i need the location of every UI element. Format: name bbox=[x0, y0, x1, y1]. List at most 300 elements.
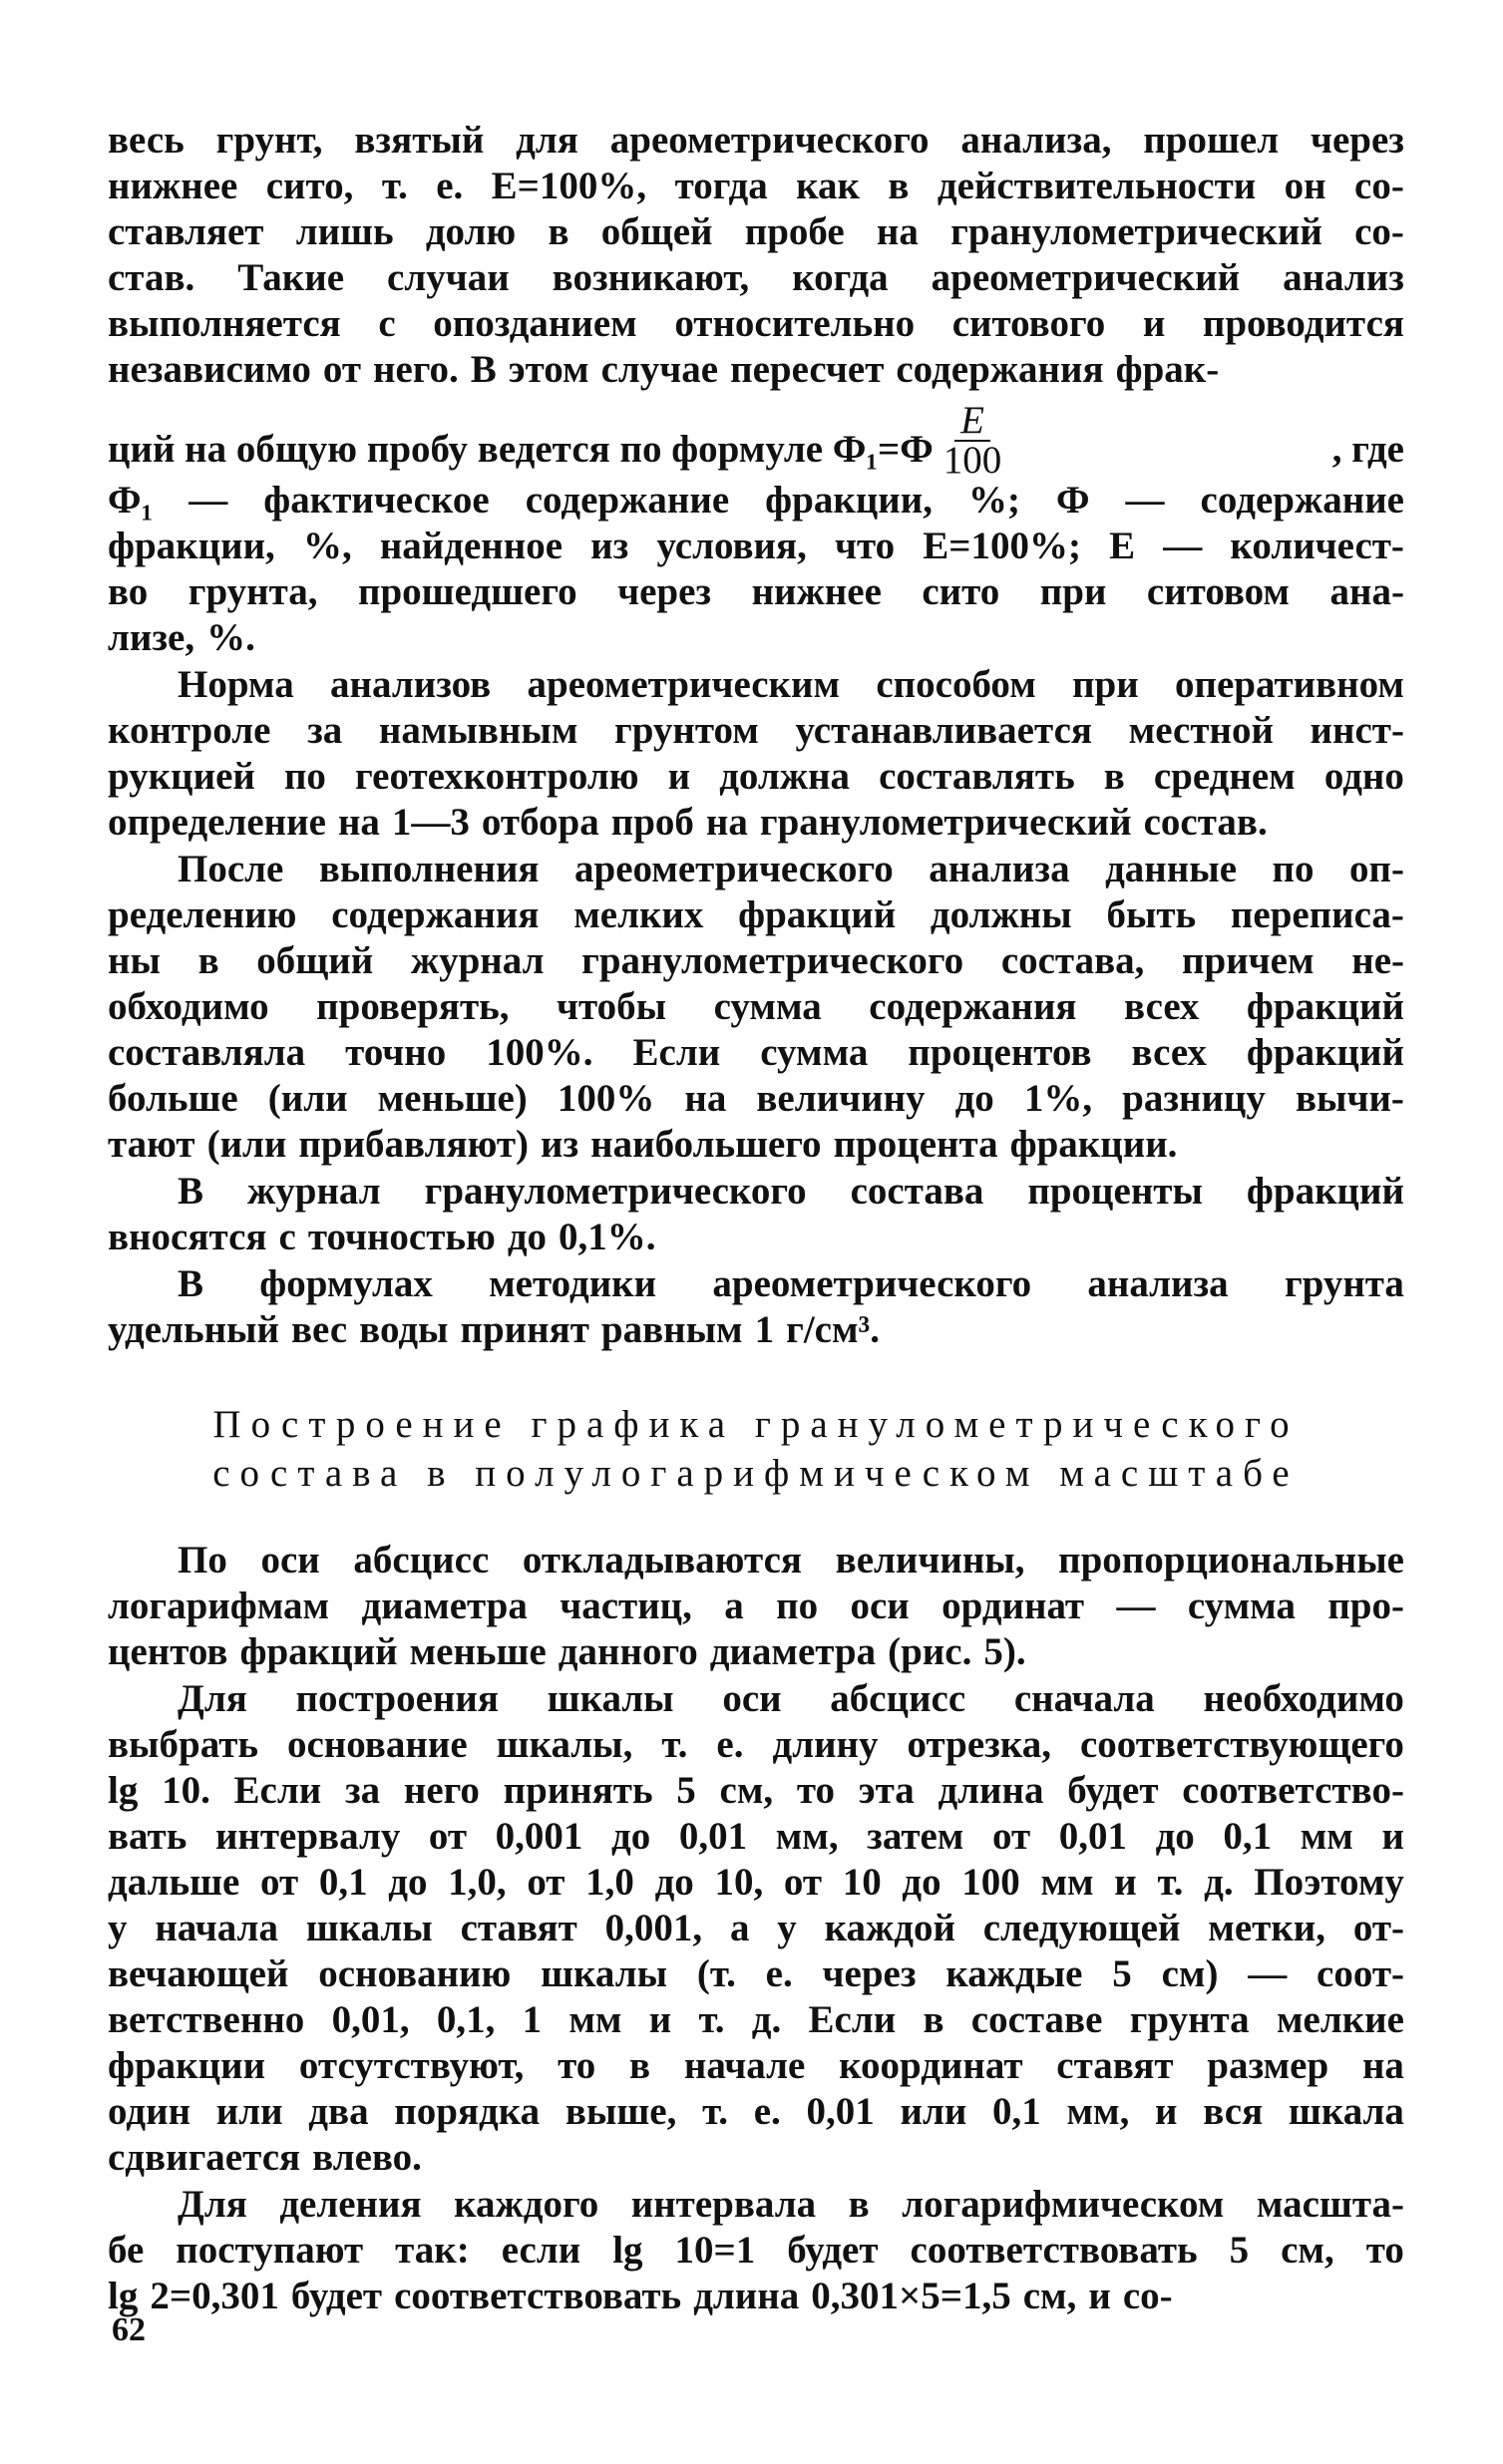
text-line bbox=[108, 615, 1404, 661]
text-line bbox=[108, 301, 1404, 347]
word: чтобы bbox=[557, 985, 667, 1028]
word: е. bbox=[716, 1723, 744, 1766]
page-number: 62 bbox=[112, 2311, 146, 2348]
word: 1%, bbox=[1023, 1077, 1093, 1120]
text-block-bottom bbox=[108, 1538, 1404, 2319]
word: содержания bbox=[869, 985, 1077, 1028]
word: и bbox=[667, 755, 691, 798]
word: — bbox=[188, 479, 228, 522]
word: состава bbox=[850, 1170, 984, 1213]
word: вес bbox=[290, 1308, 348, 1351]
word: Если bbox=[632, 1031, 721, 1074]
text-line bbox=[108, 662, 1404, 708]
word: рукцией bbox=[108, 755, 255, 798]
word: ареометрическим bbox=[527, 663, 841, 706]
word: дальше bbox=[108, 1861, 240, 1904]
word: от bbox=[428, 1815, 468, 1858]
word: 5 bbox=[1112, 1952, 1132, 1995]
word: и bbox=[1155, 2090, 1178, 2133]
word: ареометрический bbox=[931, 256, 1241, 299]
word: Е=100%, bbox=[491, 165, 647, 207]
text-line bbox=[108, 1860, 1404, 1906]
word: 1—3 bbox=[391, 801, 470, 844]
word: влево. bbox=[312, 2136, 422, 2179]
text-line bbox=[108, 1122, 1404, 1168]
word: сначала bbox=[1013, 1677, 1155, 1720]
word: ареометрического bbox=[609, 119, 930, 162]
word: 0,301×5=1,5 bbox=[811, 2275, 1011, 2317]
word: эта bbox=[858, 1769, 915, 1812]
word: опозданием bbox=[433, 302, 637, 345]
word: бе bbox=[108, 2229, 145, 2272]
word: 10 bbox=[842, 1861, 882, 1904]
word: шкалы, bbox=[496, 1723, 633, 1766]
word: вать bbox=[108, 1815, 188, 1858]
text-line bbox=[108, 708, 1404, 754]
word: 2=0,301 bbox=[150, 2275, 279, 2317]
word: фракции. bbox=[1009, 1123, 1178, 1166]
word: относительно bbox=[674, 302, 916, 345]
word: по bbox=[283, 755, 326, 798]
word: начала bbox=[155, 1907, 278, 1949]
word: нижнее bbox=[751, 570, 882, 613]
text-line bbox=[108, 2182, 1404, 2228]
word: и bbox=[1142, 302, 1166, 345]
word: быть bbox=[1106, 893, 1197, 936]
word: метки, bbox=[1208, 1907, 1326, 1949]
word: и bbox=[1381, 1815, 1404, 1858]
word: В bbox=[178, 1170, 204, 1213]
word: интервала bbox=[630, 2183, 817, 2226]
word: до bbox=[388, 1861, 428, 1904]
word: меньше) bbox=[377, 1077, 528, 1120]
word: анализов bbox=[330, 663, 492, 706]
word: количест- bbox=[1230, 525, 1404, 567]
word: этом bbox=[508, 348, 589, 391]
text-line bbox=[108, 1307, 1404, 1353]
word: оси bbox=[260, 1539, 320, 1582]
word: оп- bbox=[1349, 848, 1404, 890]
word: — bbox=[1125, 479, 1165, 522]
word: мм bbox=[1300, 1815, 1353, 1858]
word: как bbox=[796, 165, 860, 207]
word: гранулометрического bbox=[424, 1170, 807, 1213]
word: фракции, bbox=[765, 479, 933, 522]
word: шкала bbox=[1288, 2090, 1404, 2133]
word: (рис. bbox=[888, 1630, 972, 1673]
word: удельный bbox=[108, 1308, 279, 1351]
word: фракции bbox=[108, 2044, 266, 2087]
word: на bbox=[337, 801, 380, 844]
paragraph bbox=[108, 2182, 1404, 2319]
text-line bbox=[108, 2135, 1404, 2181]
word: логарифмам bbox=[108, 1584, 330, 1627]
text-line bbox=[108, 1538, 1404, 1584]
word: т. bbox=[381, 165, 408, 207]
word: геотехконтролю bbox=[354, 755, 639, 798]
word: см, bbox=[1281, 2229, 1334, 2272]
word: Поэтому bbox=[1254, 1861, 1404, 1904]
word: до bbox=[954, 1077, 994, 1120]
word: сумма bbox=[1187, 1584, 1296, 1627]
word: отсутствуют, bbox=[298, 2044, 525, 2087]
paragraph bbox=[108, 847, 1404, 1168]
word: то bbox=[558, 2044, 596, 2087]
word: 0,001, bbox=[604, 1907, 703, 1949]
text-line bbox=[108, 1076, 1404, 1122]
word: 0,01 bbox=[1058, 1815, 1127, 1858]
word: процента bbox=[833, 1123, 998, 1166]
word: то bbox=[1365, 2229, 1404, 2272]
word: абсцисс bbox=[830, 1677, 966, 1720]
word: соответствующего bbox=[1079, 1723, 1404, 1766]
word: величины, bbox=[835, 1539, 1025, 1582]
word: ситовом bbox=[1146, 570, 1290, 613]
text-line bbox=[108, 255, 1404, 301]
paragraph bbox=[108, 1169, 1404, 1260]
fraction-numerator: E bbox=[954, 402, 990, 442]
word: вычи- bbox=[1295, 1077, 1404, 1120]
word: не- bbox=[1351, 939, 1404, 982]
word: найденное bbox=[379, 525, 564, 567]
word: действительности bbox=[937, 165, 1257, 207]
word: процентов bbox=[908, 1031, 1092, 1074]
word: формулах bbox=[259, 1262, 433, 1305]
word: во bbox=[108, 570, 149, 613]
word: фракций bbox=[1246, 1170, 1404, 1213]
word: и bbox=[648, 1998, 672, 2041]
word: больше bbox=[108, 1077, 238, 1120]
word: для bbox=[516, 119, 578, 162]
text-line bbox=[108, 1997, 1404, 2043]
word: 0,01, bbox=[331, 1998, 410, 2041]
word: два bbox=[308, 2090, 369, 2133]
word: в bbox=[548, 210, 569, 253]
word: у bbox=[777, 1907, 797, 1949]
word: ана- bbox=[1329, 570, 1404, 613]
word: намывным bbox=[378, 709, 578, 752]
word: 1 bbox=[522, 1998, 543, 2041]
word: ставляет bbox=[108, 210, 264, 253]
word: шкалы bbox=[305, 1907, 433, 1949]
word: Е bbox=[1109, 525, 1136, 567]
word: на bbox=[705, 801, 748, 844]
word: каждой bbox=[824, 1907, 955, 1949]
word: тогда bbox=[674, 165, 768, 207]
word: 0,01 bbox=[806, 2090, 875, 2133]
word: 10. bbox=[162, 1769, 210, 1812]
word: долю bbox=[425, 210, 517, 253]
word: лизе, bbox=[108, 616, 195, 659]
word: меньше bbox=[409, 1630, 547, 1673]
word: грунта bbox=[1129, 1998, 1250, 2041]
word: вся bbox=[1203, 2090, 1264, 2133]
word: одно bbox=[1323, 755, 1404, 798]
word: а bbox=[724, 1584, 744, 1627]
word: то bbox=[796, 1769, 836, 1812]
word: равным bbox=[600, 1308, 743, 1351]
word: содержания bbox=[896, 348, 1104, 391]
word: каждого bbox=[454, 2183, 599, 2226]
word: вечающей bbox=[108, 1952, 289, 1995]
word: гранулометрического bbox=[581, 939, 964, 982]
word: выполнения bbox=[318, 848, 540, 890]
word: до bbox=[1155, 1815, 1195, 1858]
word: е. bbox=[765, 1952, 793, 1995]
fraction-denominator: 100 bbox=[942, 439, 1002, 482]
word: со- bbox=[1122, 2275, 1173, 2317]
word: местной bbox=[1128, 709, 1274, 752]
word: 0,1 bbox=[1223, 1815, 1273, 1858]
word: будет bbox=[290, 2275, 383, 2317]
word: гранулометрический bbox=[950, 210, 1322, 253]
word: оси bbox=[722, 1677, 782, 1720]
word: величину bbox=[756, 1077, 926, 1120]
word: 5 bbox=[1229, 2229, 1250, 2272]
word: мм bbox=[568, 1998, 622, 2041]
word: всех bbox=[1131, 1031, 1207, 1074]
paragraph bbox=[108, 1538, 1404, 1675]
word: данные bbox=[1105, 848, 1238, 890]
word: выполняется bbox=[108, 302, 341, 345]
word: 1,0, bbox=[448, 1861, 507, 1904]
word: основание bbox=[287, 1723, 468, 1766]
text-line bbox=[108, 1814, 1404, 1860]
word: е. bbox=[436, 165, 464, 207]
word: один bbox=[108, 2090, 191, 2133]
word: случаи bbox=[387, 256, 510, 299]
word: если bbox=[501, 2229, 581, 2272]
word: от bbox=[783, 1861, 823, 1904]
word: см, bbox=[719, 1769, 774, 1812]
word: вносятся bbox=[108, 1216, 267, 1258]
word: ставят bbox=[460, 1907, 577, 1949]
word: или bbox=[215, 2090, 283, 2133]
word: наибольшего bbox=[590, 1123, 822, 1166]
word: от bbox=[991, 1815, 1031, 1858]
section-heading-line-2: состава в полулогарифмическом масштабе bbox=[212, 1452, 1300, 1495]
word: грунта, bbox=[188, 570, 318, 613]
word: ны bbox=[108, 939, 161, 982]
word: ставят bbox=[1056, 2044, 1174, 2087]
word: переписа- bbox=[1230, 893, 1404, 936]
word: устанавливается bbox=[795, 709, 1093, 752]
word: lg bbox=[108, 1769, 139, 1812]
text-block-top bbox=[108, 118, 1404, 393]
word: шкалы bbox=[541, 1952, 668, 1995]
word: Такие bbox=[237, 256, 345, 299]
word: 0,1, bbox=[436, 1998, 496, 2041]
word: ределению bbox=[108, 893, 297, 936]
word: ареометрического bbox=[712, 1262, 1032, 1305]
text-line bbox=[108, 1722, 1404, 1768]
word: пропорциональные bbox=[1058, 1539, 1404, 1582]
word: отрезка, bbox=[907, 1723, 1051, 1766]
text-line bbox=[108, 892, 1404, 938]
word: способом bbox=[876, 663, 1036, 706]
word: т. bbox=[702, 2090, 729, 2133]
text-line bbox=[108, 347, 1404, 393]
word: 100 bbox=[961, 1861, 1020, 1904]
word: (или bbox=[267, 1077, 348, 1120]
word: т. bbox=[1157, 1861, 1184, 1904]
word: он bbox=[1284, 165, 1326, 207]
word: выбрать bbox=[108, 1723, 258, 1766]
word: воды bbox=[359, 1308, 449, 1351]
word: е. bbox=[753, 2090, 781, 2133]
word: через bbox=[1310, 119, 1404, 162]
word: со- bbox=[1354, 165, 1404, 207]
word: состава, bbox=[1000, 939, 1145, 982]
word: на bbox=[684, 1077, 727, 1120]
word: соответствовать bbox=[910, 2229, 1198, 2272]
word: интервалу bbox=[214, 1815, 401, 1858]
word: проверять, bbox=[316, 985, 510, 1028]
word: проценты bbox=[1027, 1170, 1203, 1213]
word: Ф bbox=[1056, 479, 1090, 522]
word: так: bbox=[395, 2229, 470, 2272]
word: принять bbox=[503, 1769, 653, 1812]
word: тают bbox=[108, 1123, 195, 1166]
word: 100%. bbox=[486, 1031, 593, 1074]
word: весь bbox=[108, 119, 185, 162]
word: анализа bbox=[929, 848, 1070, 890]
word: став. bbox=[108, 256, 195, 299]
text-line bbox=[108, 569, 1404, 615]
text-line bbox=[108, 1215, 1404, 1260]
word: из bbox=[590, 525, 629, 567]
word: от bbox=[259, 1861, 299, 1904]
word: за bbox=[307, 709, 343, 752]
word: журнал bbox=[410, 939, 545, 982]
word: ветственно bbox=[108, 1998, 305, 2041]
word: 0,1 bbox=[318, 1861, 368, 1904]
word: 100% bbox=[557, 1077, 655, 1120]
word: у bbox=[108, 1907, 128, 1949]
text-line bbox=[108, 1906, 1404, 1951]
word: соответствовать bbox=[394, 2275, 682, 2317]
word: составлять bbox=[879, 755, 1075, 798]
text-line bbox=[108, 2274, 1404, 2319]
word: нижнее bbox=[108, 165, 238, 207]
word: лишь bbox=[295, 210, 394, 253]
word: инст- bbox=[1310, 709, 1404, 752]
word: сумма bbox=[760, 1031, 869, 1074]
word: абсцисс bbox=[353, 1539, 490, 1582]
word: с bbox=[378, 302, 396, 345]
word: Для bbox=[178, 1677, 247, 1720]
word: через bbox=[822, 1952, 917, 1995]
word: д. bbox=[1204, 1861, 1234, 1904]
word: соот- bbox=[1316, 1952, 1404, 1995]
word: из bbox=[541, 1123, 579, 1166]
word: фракций bbox=[1246, 1031, 1404, 1074]
word: в bbox=[629, 2044, 651, 2087]
word: оперативном bbox=[1175, 663, 1404, 706]
word: соответство- bbox=[1182, 1769, 1404, 1812]
word: и bbox=[1114, 1861, 1137, 1904]
word: данного bbox=[558, 1630, 698, 1673]
word: (т. bbox=[696, 1952, 736, 1995]
word: независимо bbox=[108, 348, 311, 391]
word: на bbox=[1361, 2044, 1404, 2087]
word: мелкие bbox=[1276, 1998, 1404, 2041]
word: прибавляют) bbox=[298, 1123, 529, 1166]
word: фракций bbox=[738, 893, 897, 936]
word: т. bbox=[661, 1723, 688, 1766]
section-heading bbox=[108, 1400, 1404, 1498]
word: по bbox=[776, 1584, 819, 1627]
word: пересчет bbox=[730, 348, 885, 391]
word: фракций bbox=[1246, 985, 1404, 1028]
word: от bbox=[322, 348, 361, 391]
word: точностью bbox=[307, 1216, 496, 1258]
word: него bbox=[403, 1769, 480, 1812]
word: должна bbox=[719, 755, 851, 798]
word: с bbox=[278, 1216, 296, 1258]
text-line bbox=[108, 2228, 1404, 2274]
word: После bbox=[178, 848, 284, 890]
word: за bbox=[344, 1769, 381, 1812]
word: необходимо bbox=[1203, 1677, 1404, 1720]
word: по bbox=[1272, 848, 1315, 890]
word: длина bbox=[938, 1769, 1044, 1812]
word: 0,1 bbox=[992, 2090, 1041, 2133]
word: ареометрического bbox=[574, 848, 894, 890]
word: откладываются bbox=[522, 1539, 802, 1582]
word: фрак- bbox=[1115, 348, 1220, 391]
word: мм, bbox=[1066, 2090, 1130, 2133]
paragraph bbox=[108, 1261, 1404, 1353]
text-line bbox=[108, 938, 1404, 984]
word: состав. bbox=[1143, 801, 1268, 844]
word: Норма bbox=[178, 663, 294, 706]
paragraph bbox=[108, 1676, 1404, 2181]
text-line bbox=[108, 1951, 1404, 1997]
text-line bbox=[108, 754, 1404, 800]
text-block-middle bbox=[108, 478, 1404, 1353]
word: Если bbox=[808, 1998, 897, 2041]
word: Для bbox=[178, 2183, 247, 2226]
word: начале bbox=[683, 2044, 806, 2087]
word: от bbox=[527, 1861, 565, 1904]
word: проводится bbox=[1202, 302, 1404, 345]
word: всех bbox=[1124, 985, 1200, 1028]
word: шкалы bbox=[547, 1677, 674, 1720]
formula-fraction bbox=[942, 399, 1002, 482]
word: в bbox=[923, 1998, 944, 2041]
word: центов bbox=[108, 1630, 228, 1673]
word: ординат bbox=[941, 1584, 1085, 1627]
word: него. bbox=[372, 348, 459, 391]
word: содержание bbox=[525, 479, 730, 522]
word: мелких bbox=[573, 893, 704, 936]
word: ситового bbox=[951, 302, 1106, 345]
word: следующей bbox=[982, 1907, 1181, 1949]
word: должны bbox=[930, 893, 1072, 936]
word: обходимо bbox=[108, 985, 269, 1028]
section-heading-line-1: Построение графика гранулометрического bbox=[212, 1403, 1300, 1446]
word: 5). bbox=[983, 1630, 1026, 1673]
word: или bbox=[900, 2090, 967, 2133]
text-line bbox=[108, 1629, 1404, 1675]
word: при bbox=[1072, 663, 1139, 706]
word: в bbox=[197, 939, 219, 982]
word: гранулометрический bbox=[759, 801, 1132, 844]
paragraph bbox=[108, 118, 1404, 393]
word: через bbox=[617, 570, 712, 613]
word: частиц, bbox=[560, 1584, 692, 1627]
